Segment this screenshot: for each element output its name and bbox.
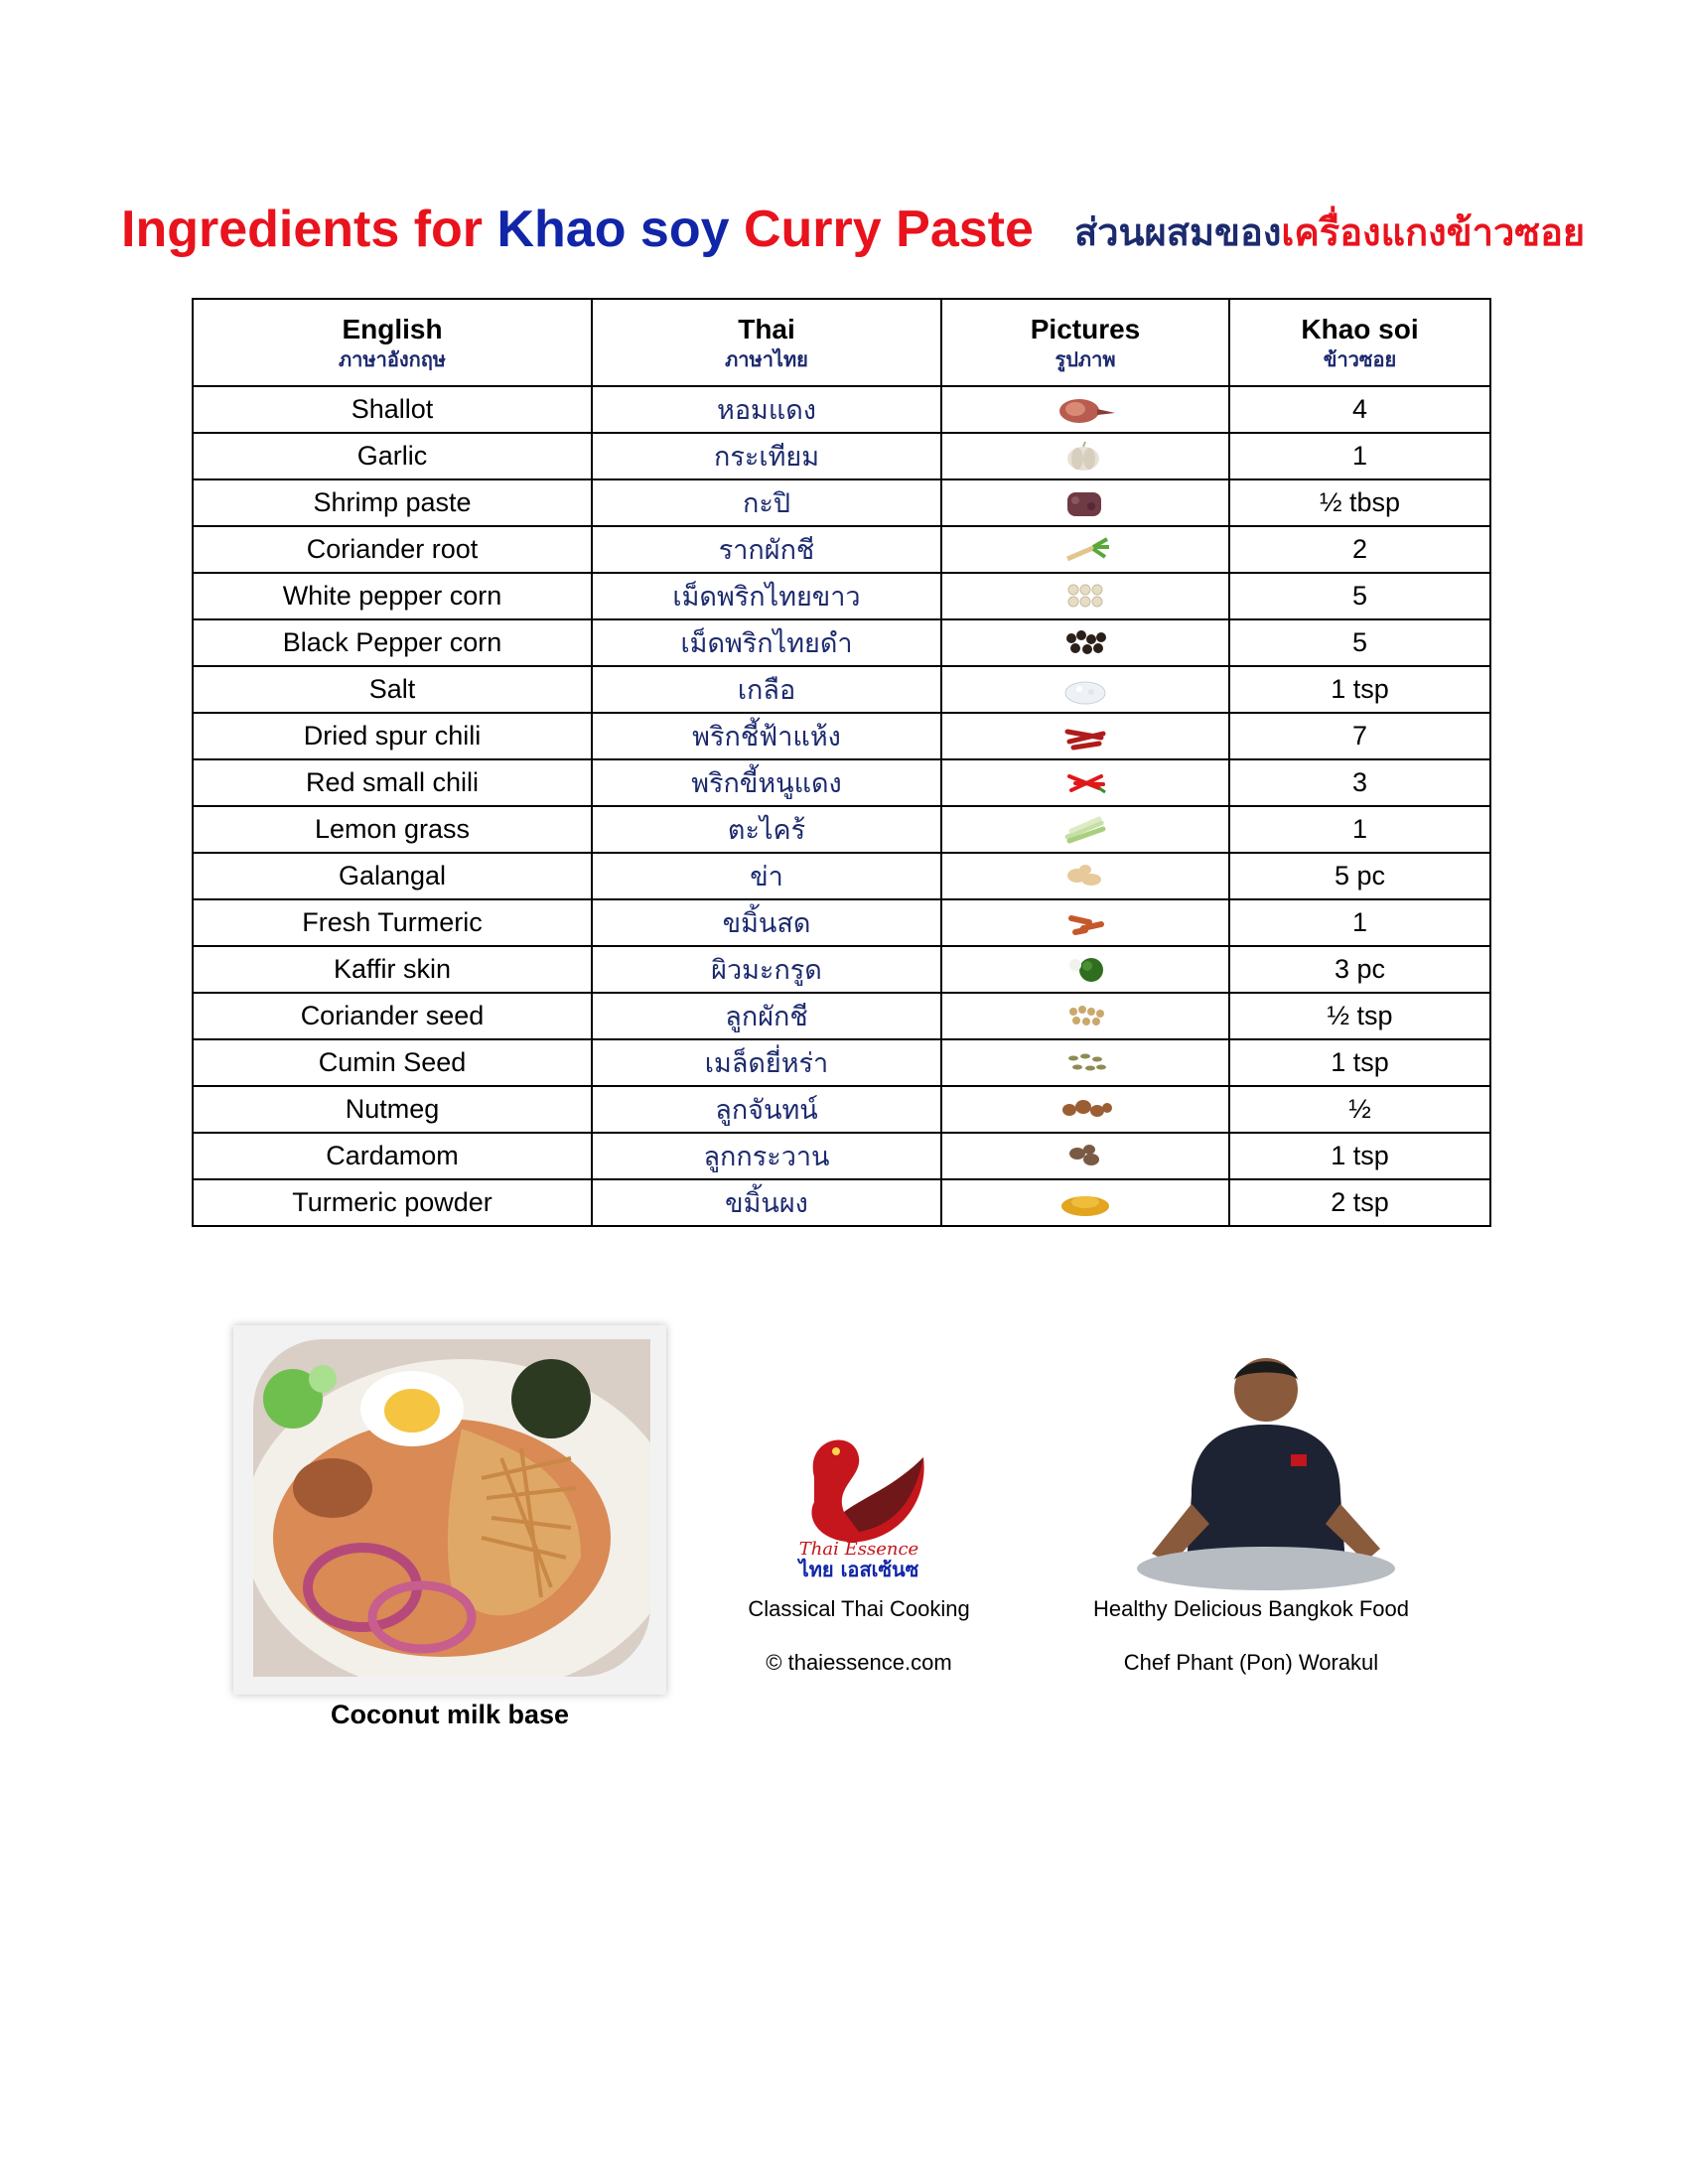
picture-cell	[941, 946, 1229, 993]
thai-name: ข่า	[592, 853, 941, 899]
table-row	[193, 759, 1490, 806]
table-row	[193, 479, 1490, 526]
salt-icon	[1046, 673, 1125, 707]
picture-cell	[941, 526, 1229, 573]
table-row	[193, 713, 1490, 759]
picture-cell	[941, 386, 1229, 433]
dried-chili-icon	[1046, 720, 1125, 753]
english-name: Salt	[193, 666, 592, 713]
english-name: Galangal	[193, 853, 592, 899]
table-row	[193, 666, 1490, 713]
english-name: Shallot	[193, 386, 592, 433]
red-chili-icon	[1046, 766, 1125, 800]
english-name: Kaffir skin	[193, 946, 592, 993]
table-row	[193, 1179, 1490, 1226]
english-name: Garlic	[193, 433, 592, 479]
table-row	[193, 1133, 1490, 1179]
table-row	[193, 1039, 1490, 1086]
logo-text-en: Thai Essence	[798, 1539, 919, 1560]
logo-caption-cooking: Classical Thai Cooking	[748, 1596, 970, 1621]
amount: 3 pc	[1229, 946, 1490, 993]
swan-logo-icon	[774, 1418, 943, 1586]
amount: 5	[1229, 619, 1490, 666]
thai-name: กะปิ	[592, 479, 941, 526]
amount: 4	[1229, 386, 1490, 433]
picture-cell	[941, 806, 1229, 853]
picture-cell	[941, 1179, 1229, 1226]
thai-name: เม็ดพริกไทยดำ	[592, 619, 941, 666]
amount: 7	[1229, 713, 1490, 759]
amount: 3	[1229, 759, 1490, 806]
english-name: Lemon grass	[193, 806, 592, 853]
table-row	[193, 1086, 1490, 1133]
table-row	[193, 433, 1490, 479]
english-name: Coriander root	[193, 526, 592, 573]
amount: 1	[1229, 433, 1490, 479]
amount: ½ tsp	[1229, 993, 1490, 1039]
thai-name: พริกขี้หนูแดง	[592, 759, 941, 806]
picture-cell	[941, 619, 1229, 666]
chef-image	[1132, 1335, 1400, 1603]
picture-cell	[941, 713, 1229, 759]
thai-name: ขมิ้นสด	[592, 899, 941, 946]
header-english: English ภาษาอังกฤษ	[193, 299, 592, 386]
table-row	[193, 573, 1490, 619]
english-name: Fresh Turmeric	[193, 899, 592, 946]
picture-cell	[941, 853, 1229, 899]
header-thai: Thai ภาษาไทย	[592, 299, 941, 386]
english-name: Cumin Seed	[193, 1039, 592, 1086]
nutmeg-icon	[1046, 1093, 1125, 1127]
logo-caption-copyright: © thaiessence.com	[766, 1650, 952, 1675]
black-pepper-icon	[1046, 626, 1125, 660]
picture-cell	[941, 759, 1229, 806]
thai-essence-logo	[774, 1418, 943, 1586]
galangal-icon	[1046, 860, 1125, 893]
english-name: Black Pepper corn	[193, 619, 592, 666]
ingredients-table	[192, 298, 1491, 1227]
thai-name: ลูกผักชี	[592, 993, 941, 1039]
header-khao-soi: Khao soi ข้าวซอย	[1229, 299, 1490, 386]
thai-name: ลูกกระวาน	[592, 1133, 941, 1179]
thai-name: ขมิ้นผง	[592, 1179, 941, 1226]
chef-caption-tagline: Healthy Delicious Bangkok Food	[1093, 1596, 1409, 1621]
english-name: Shrimp paste	[193, 479, 592, 526]
picture-cell	[941, 1133, 1229, 1179]
amount: 5 pc	[1229, 853, 1490, 899]
amount: 1	[1229, 899, 1490, 946]
food-caption: Coconut milk base	[330, 1700, 570, 1729]
amount: ½	[1229, 1086, 1490, 1133]
table-row	[193, 993, 1490, 1039]
table-header-row	[193, 299, 1490, 386]
thai-name: รากผักชี	[592, 526, 941, 573]
thai-name: เม็ดพริกไทยขาว	[592, 573, 941, 619]
picture-cell	[941, 1086, 1229, 1133]
amount: 1 tsp	[1229, 666, 1490, 713]
white-pepper-icon	[1046, 580, 1125, 614]
english-name: Turmeric powder	[193, 1179, 592, 1226]
table-row	[193, 386, 1490, 433]
kaffir-icon	[1046, 953, 1125, 987]
shallot-icon	[1046, 393, 1125, 427]
table-row	[193, 526, 1490, 573]
table-row	[193, 899, 1490, 946]
table-row	[193, 806, 1490, 853]
picture-cell	[941, 479, 1229, 526]
chef-caption-name: Chef Phant (Pon) Worakul	[1123, 1650, 1379, 1675]
amount: 1 tsp	[1229, 1039, 1490, 1086]
shrimp-paste-icon	[1046, 486, 1125, 520]
english-name: Cardamom	[193, 1133, 592, 1179]
chef-photo	[1132, 1335, 1400, 1603]
cumin-icon	[1046, 1046, 1125, 1080]
title-english: Ingredients for Khao soy Curry Paste	[121, 201, 1034, 258]
amount: 1 tsp	[1229, 1133, 1490, 1179]
thai-name: เมล็ดยี่หร่า	[592, 1039, 941, 1086]
lemongrass-icon	[1046, 813, 1125, 847]
english-name: Red small chili	[193, 759, 592, 806]
garlic-icon	[1046, 440, 1125, 474]
english-name: Nutmeg	[193, 1086, 592, 1133]
khao-soi-photo	[253, 1339, 650, 1677]
table-row	[193, 946, 1490, 993]
coriander-root-icon	[1046, 533, 1125, 567]
picture-cell	[941, 573, 1229, 619]
logo-text-th: ไทย เอสเซ้นซ	[798, 1558, 919, 1581]
amount: 2 tsp	[1229, 1179, 1490, 1226]
english-name: Dried spur chili	[193, 713, 592, 759]
amount: 1	[1229, 806, 1490, 853]
cardamom-icon	[1046, 1140, 1125, 1173]
khao-soi-bowl-image	[253, 1339, 650, 1677]
thai-name: หอมแดง	[592, 386, 941, 433]
thai-name: กระเทียม	[592, 433, 941, 479]
picture-cell	[941, 993, 1229, 1039]
page-title	[121, 195, 1586, 264]
coriander-seed-icon	[1046, 1000, 1125, 1033]
english-name: Coriander seed	[193, 993, 592, 1039]
thai-name: ตะไคร้	[592, 806, 941, 853]
header-pictures: Pictures รูปภาพ	[941, 299, 1229, 386]
thai-name: ผิวมะกรูด	[592, 946, 941, 993]
picture-cell	[941, 899, 1229, 946]
thai-name: พริกชี้ฟ้าแห้ง	[592, 713, 941, 759]
amount: 5	[1229, 573, 1490, 619]
table-row	[193, 619, 1490, 666]
amount: ½ tbsp	[1229, 479, 1490, 526]
picture-cell	[941, 666, 1229, 713]
thai-name: เกลือ	[592, 666, 941, 713]
title-thai: ส่วนผสมของเครื่องแกงข้าวซอย	[1074, 209, 1586, 254]
table-row	[193, 853, 1490, 899]
turmeric-icon	[1046, 906, 1125, 940]
turmeric-powder-icon	[1046, 1186, 1125, 1220]
amount: 2	[1229, 526, 1490, 573]
food-photo-frame	[233, 1325, 666, 1695]
picture-cell	[941, 433, 1229, 479]
thai-name: ลูกจันทน์	[592, 1086, 941, 1133]
picture-cell	[941, 1039, 1229, 1086]
english-name: White pepper corn	[193, 573, 592, 619]
